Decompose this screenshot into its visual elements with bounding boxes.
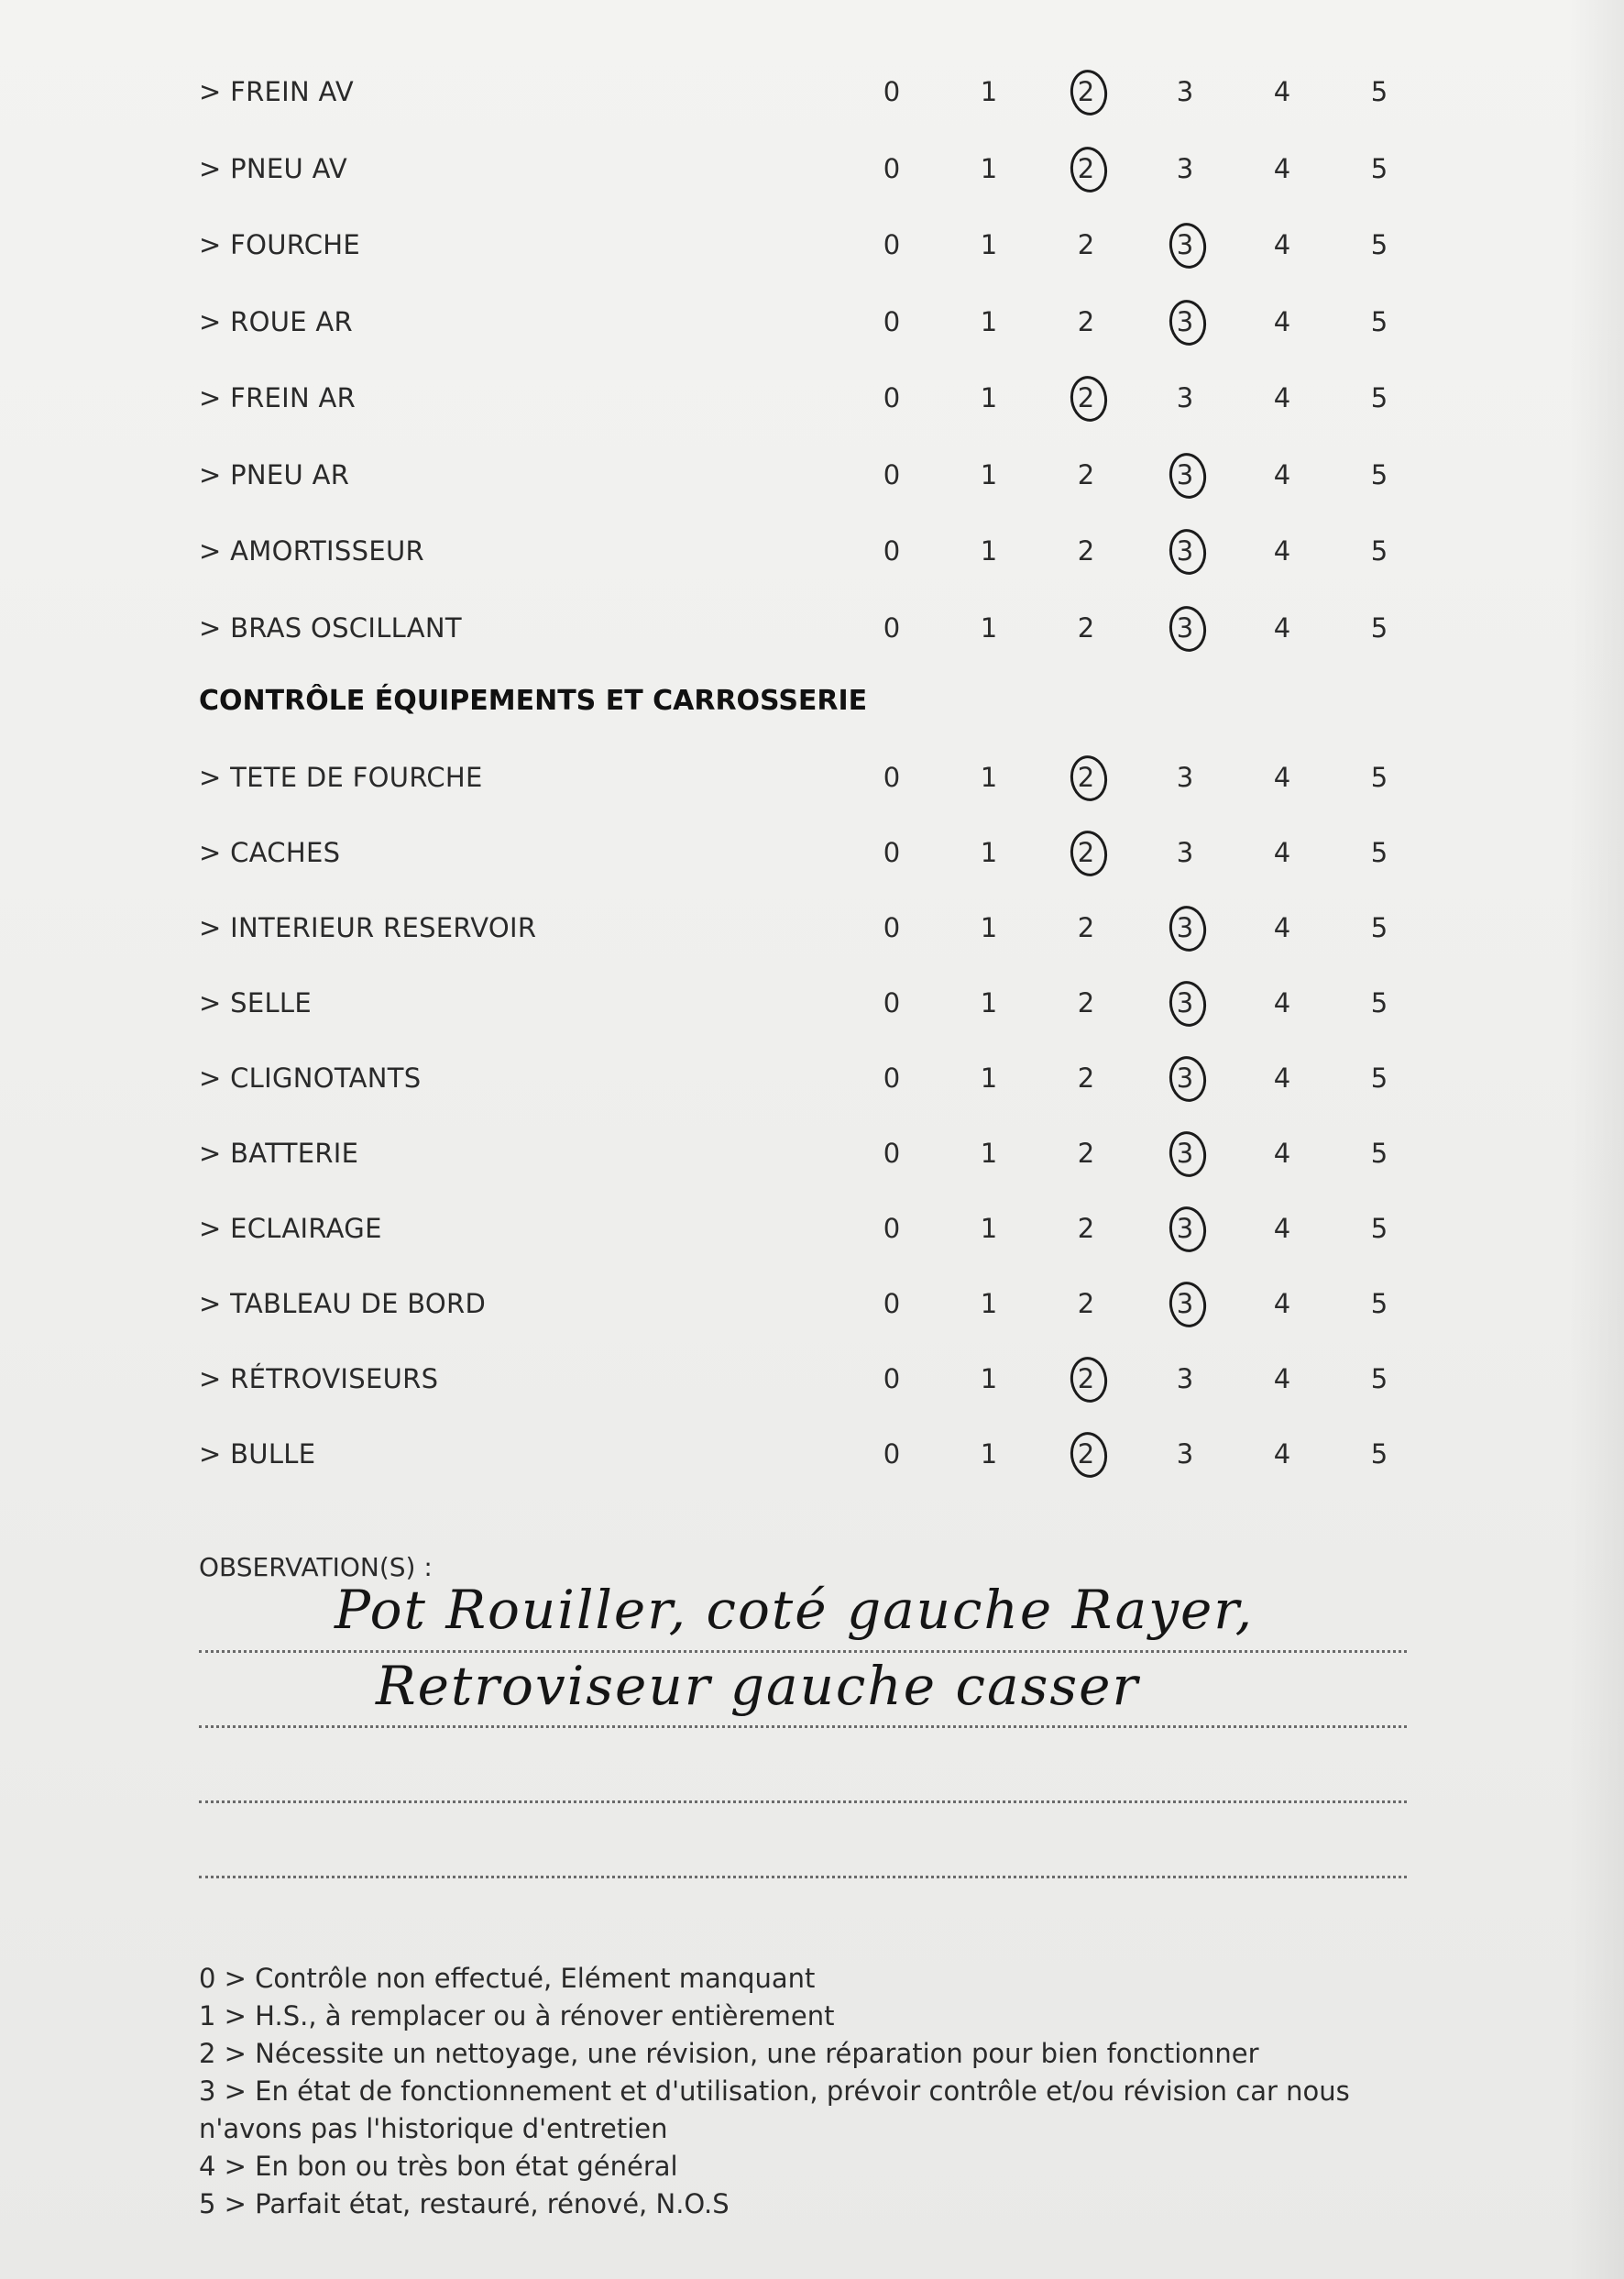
rating-score: 1 [980, 1288, 998, 1319]
rating-score: 1 [980, 837, 998, 868]
rating-score: 0 [883, 305, 901, 337]
rating-score: 4 [1273, 1288, 1291, 1319]
rating-score: 3 [1176, 382, 1194, 413]
rating-row-label: > RÉTROVISEURS [199, 1363, 439, 1394]
rating-score: 3 [1176, 76, 1194, 107]
rating-score: 4 [1273, 987, 1291, 1018]
legend-item-3: 3 > En état de fonctionnement et d'utilisation, prévoir contrôle et/ou révision car nous n'avons pas l'historique d'entretien [199, 2075, 1350, 2144]
rating-score-circled: 3 [1162, 523, 1208, 578]
rating-score: 4 [1273, 1213, 1291, 1244]
rating-score: 2 [1077, 987, 1095, 1018]
rating-score: 2 [1077, 535, 1095, 567]
rating-score: 4 [1273, 912, 1291, 943]
rating-score: 3 [1176, 152, 1194, 184]
rating-row-label: > ECLAIRAGE [199, 1213, 382, 1244]
rating-score: 3 [1176, 837, 1194, 868]
rating-score: 0 [883, 1138, 901, 1169]
rating-score-circled: 3 [1162, 975, 1208, 1030]
rating-score: 4 [1273, 229, 1291, 260]
rating-score: 0 [883, 535, 901, 567]
rating-score: 0 [883, 458, 901, 490]
rating-score: 1 [980, 76, 998, 107]
rating-row [0, 825, 1624, 880]
rating-score: 0 [883, 912, 901, 943]
rating-score: 5 [1370, 535, 1388, 567]
score-legend [199, 1960, 1427, 2223]
observation-dotted-line-2 [199, 1725, 1407, 1728]
observations-label: OBSERVATION(S) : [199, 1552, 433, 1582]
rating-score: 1 [980, 535, 998, 567]
rating-row-label: > SELLE [199, 987, 312, 1018]
rating-score-circled: 3 [1162, 900, 1208, 955]
rating-row [0, 750, 1624, 805]
observation-dotted-line-1 [199, 1650, 1407, 1653]
rating-score: 1 [980, 305, 998, 337]
rating-score: 1 [980, 1138, 998, 1169]
rating-row-label: > BULLE [199, 1438, 316, 1470]
rating-score-circled: 2 [1063, 1426, 1109, 1481]
rating-score-circled: 2 [1063, 1351, 1109, 1406]
rating-score: 2 [1077, 1062, 1095, 1094]
rating-score-circled: 2 [1063, 825, 1109, 880]
rating-score: 4 [1273, 152, 1291, 184]
rating-row [0, 600, 1624, 655]
rating-score: 1 [980, 229, 998, 260]
rating-score: 1 [980, 1363, 998, 1394]
rating-score: 2 [1077, 1213, 1095, 1244]
rating-score: 0 [883, 152, 901, 184]
legend-item-2: 2 > Nécessite un nettoyage, une révision, une réparation pour bien fonctionner [199, 2038, 1259, 2069]
rating-score: 0 [883, 1062, 901, 1094]
rating-row-label: > BATTERIE [199, 1138, 359, 1169]
rating-row-label: > TABLEAU DE BORD [199, 1288, 487, 1319]
rating-row [0, 1426, 1624, 1481]
section-title-equipements: CONTRÔLE ÉQUIPEMENTS ET CARROSSERIE [199, 685, 868, 717]
rating-score: 2 [1077, 1288, 1095, 1319]
rating-row [0, 523, 1624, 578]
rating-score: 5 [1370, 76, 1388, 107]
rating-score: 0 [883, 762, 901, 793]
rating-row [0, 447, 1624, 502]
rating-score: 5 [1370, 305, 1388, 337]
observation-dotted-line-4 [199, 1876, 1407, 1878]
rating-row [0, 64, 1624, 119]
rating-score: 5 [1370, 837, 1388, 868]
rating-row-label: > INTERIEUR RESERVOIR [199, 912, 537, 943]
rating-row-label: > BRAS OSCILLANT [199, 611, 462, 644]
rating-score: 5 [1370, 1438, 1388, 1470]
rating-row [0, 1351, 1624, 1406]
rating-score: 0 [883, 837, 901, 868]
rating-score: 1 [980, 1438, 998, 1470]
rating-score: 2 [1077, 611, 1095, 644]
rating-row-label: > FREIN AR [199, 382, 357, 413]
rating-row [0, 975, 1624, 1030]
rating-score-circled: 3 [1162, 1126, 1208, 1181]
rating-row [0, 217, 1624, 272]
observation-handwritten-line-2: Retroviseur gauche casser [376, 1655, 1140, 1717]
rating-score: 4 [1273, 76, 1291, 107]
rating-score: 2 [1077, 458, 1095, 490]
rating-score-circled: 2 [1063, 141, 1109, 196]
rating-score-circled: 2 [1063, 370, 1109, 425]
rating-score: 4 [1273, 1438, 1291, 1470]
rating-score: 2 [1077, 1138, 1095, 1169]
rating-score-circled: 3 [1162, 600, 1208, 655]
rating-score: 5 [1370, 1213, 1388, 1244]
rating-score: 0 [883, 1288, 901, 1319]
rating-score: 5 [1370, 1138, 1388, 1169]
rating-row-label: > PNEU AR [199, 458, 350, 490]
rating-score: 0 [883, 1213, 901, 1244]
rating-score: 3 [1176, 1363, 1194, 1394]
rating-score: 0 [883, 1438, 901, 1470]
rating-score: 1 [980, 762, 998, 793]
rating-score-circled: 3 [1162, 1276, 1208, 1331]
rating-score-circled: 2 [1063, 750, 1109, 805]
rating-row [0, 294, 1624, 349]
rating-score: 3 [1176, 762, 1194, 793]
rating-score: 2 [1077, 912, 1095, 943]
rating-row-label: > CLIGNOTANTS [199, 1062, 422, 1094]
rating-score: 5 [1370, 1062, 1388, 1094]
rating-score: 0 [883, 382, 901, 413]
rating-score: 4 [1273, 837, 1291, 868]
rating-score: 5 [1370, 229, 1388, 260]
rating-row [0, 1276, 1624, 1331]
rating-row-label: > CACHES [199, 837, 341, 868]
rating-score: 5 [1370, 152, 1388, 184]
rating-score-circled: 3 [1162, 217, 1208, 272]
rating-score: 4 [1273, 611, 1291, 644]
rating-score-circled: 3 [1162, 1201, 1208, 1256]
rating-row [0, 1051, 1624, 1106]
rating-score: 5 [1370, 912, 1388, 943]
rating-score: 1 [980, 382, 998, 413]
legend-item-5: 5 > Parfait état, restauré, rénové, N.O.S [199, 2188, 730, 2219]
rating-score: 1 [980, 611, 998, 644]
rating-score-circled: 3 [1162, 294, 1208, 349]
rating-score-circled: 3 [1162, 1051, 1208, 1106]
rating-row [0, 141, 1624, 196]
rating-score: 4 [1273, 762, 1291, 793]
rating-row-label: > PNEU AV [199, 152, 347, 184]
rating-score: 2 [1077, 305, 1095, 337]
rating-score: 5 [1370, 458, 1388, 490]
rating-score: 5 [1370, 1288, 1388, 1319]
rating-score: 0 [883, 1363, 901, 1394]
rating-score: 5 [1370, 382, 1388, 413]
rating-score-circled: 3 [1162, 447, 1208, 502]
rating-row-label: > FREIN AV [199, 76, 354, 107]
legend-item-0: 0 > Contrôle non effectué, Elément manquant [199, 1963, 816, 1994]
rating-row [0, 900, 1624, 955]
rating-score: 5 [1370, 987, 1388, 1018]
rating-row [0, 1126, 1624, 1181]
rating-score-circled: 2 [1063, 64, 1109, 119]
rating-score: 1 [980, 1062, 998, 1094]
legend-item-1: 1 > H.S., à remplacer ou à rénover entièrement [199, 2000, 835, 2031]
observation-dotted-line-3 [199, 1800, 1407, 1803]
rating-row-label: > FOURCHE [199, 229, 361, 260]
rating-row [0, 1201, 1624, 1256]
rating-score: 3 [1176, 1438, 1194, 1470]
rating-score: 0 [883, 229, 901, 260]
rating-row [0, 370, 1624, 425]
rating-row-label: > ROUE AR [199, 305, 353, 337]
rating-score: 5 [1370, 1363, 1388, 1394]
rating-score: 2 [1077, 229, 1095, 260]
rating-score: 5 [1370, 611, 1388, 644]
rating-score: 4 [1273, 1363, 1291, 1394]
rating-score: 5 [1370, 762, 1388, 793]
observation-handwritten-line-1: Pot Rouiller, coté gauche Rayer, [335, 1579, 1255, 1641]
legend-item-4: 4 > En bon ou très bon état général [199, 2151, 678, 2182]
rating-row-label: > AMORTISSEUR [199, 535, 424, 567]
rating-score: 0 [883, 987, 901, 1018]
rating-score: 1 [980, 987, 998, 1018]
rating-score: 4 [1273, 305, 1291, 337]
rating-score: 4 [1273, 1138, 1291, 1169]
rating-score: 1 [980, 912, 998, 943]
rating-score: 1 [980, 152, 998, 184]
rating-row-label: > TETE DE FOURCHE [199, 762, 483, 793]
rating-score: 0 [883, 76, 901, 107]
rating-score: 0 [883, 611, 901, 644]
rating-score: 1 [980, 458, 998, 490]
rating-score: 1 [980, 1213, 998, 1244]
rating-score: 4 [1273, 382, 1291, 413]
rating-score: 4 [1273, 1062, 1291, 1094]
rating-score: 4 [1273, 535, 1291, 567]
rating-score: 4 [1273, 458, 1291, 490]
